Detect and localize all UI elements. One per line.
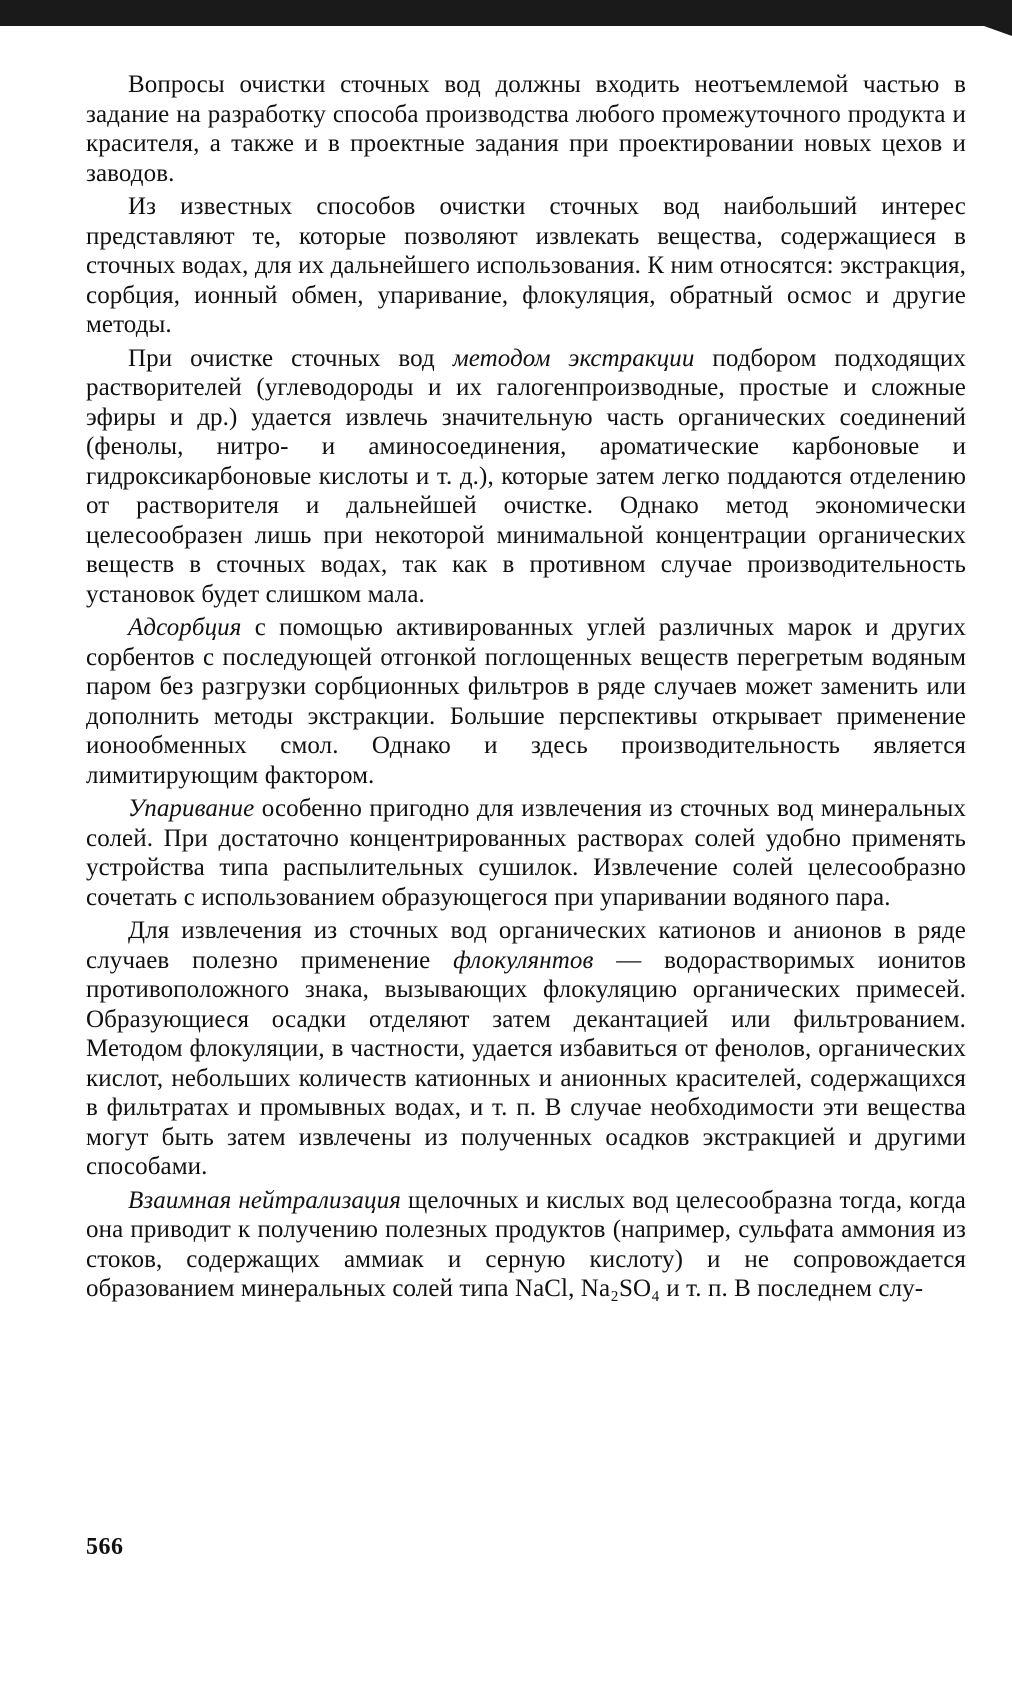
paragraph-2 — [86, 192, 966, 340]
term-flocculants: флокулянтов — [453, 946, 594, 974]
paragraph-adsorption — [86, 613, 966, 790]
paragraph-1-text: Вопросы очистки сточных вод должны входить неотъемлемой частью в задание на разработку способа производства любого промежуточного продукта и красителя, а также и в проектные задания при проектировании новых цехов и заводов. — [86, 71, 966, 187]
paragraph-1 — [86, 70, 966, 188]
page-body — [86, 70, 966, 1308]
paragraph-flocculation — [86, 916, 966, 1182]
paragraph-7-text: щелочных и кислых вод целесообразна тогда, когда она приводит к получению полезных продуктов (например, сульфата аммония из стоков, содержащих аммиак и серную кислоту) и не сопровождается образованием минеральных солей типа NaCl, Na₂SO₄ и т. п. В последнем слу- — [86, 1186, 966, 1302]
paragraph-4-text: с помощью активированных углей различных марок и других сорбентов с последующей отгонкой поглощенных веществ перегретым водяным паром без разгрузки сорбционных фильтров в ряде случаев может заменить или дополнить методы экстракции. Большие перспективы открывает применение ионообменных смол. Однако и здесь производительность является лимитирующим фактором. — [86, 614, 966, 789]
paragraph-neutralization — [86, 1186, 966, 1304]
paragraph-6-text-b: — водорастворимых ионитов противоположного знака, вызывающих флокуляцию органических примесей. Образующиеся осадки отделяют затем декантацией или фильтрованием. Методом флокуляции, в частности, удается избавиться от фенолов, органических кислот, небольших количеств катионных и анионных красителей, содержащихся в фильтратах и промывных водах, и т. п. В случае необходимости эти вещества могут быть затем извлечены из полученных осадков экстракцией и другими способами. — [86, 946, 966, 1180]
page-number: 566 — [86, 1534, 124, 1560]
paragraph-3-text-a: При очистке сточных вод — [128, 344, 453, 372]
scan-top-border — [0, 0, 1012, 26]
term-adsorption: Адсорбция — [128, 614, 242, 641]
paragraph-3-text-b: подбором подходящих растворителей (углеводороды и их галогенпроизводные, простые и сложные эфиры и др.) удается извлечь значительную часть органических соединений (фенолы, нитро- и аминосоединения, ароматические карбоновые и гидроксикарбоновые кислоты и т. д.), которые затем легко поддаются отделению от растворителя и дальнейшей очистке. Однако метод экономически целесообразен лишь при некоторой минимальной концентрации органических веществ в сточных водах, так как в противном случае производительность установок будет слишком мала. — [86, 344, 966, 608]
paragraph-extraction — [86, 344, 966, 610]
paragraph-evaporation — [86, 794, 966, 912]
term-mutual-neutralization: Взаимная нейтрализация — [128, 1186, 401, 1214]
paragraph-5-text: особенно пригодно для извлечения из сточных вод минеральных солей. При достаточно концентрированных растворах солей удобно применять устройства типа распылительных сушилок. Извлечение солей целесообразно сочетать с использованием образующегося при упаривании водяного пара. — [86, 795, 966, 911]
paragraph-6-text-a: Для извлечения из сточных вод органических катионов и анионов в ряде случаев полезно применение — [86, 917, 966, 974]
term-extraction-method: методом экстракции — [452, 344, 695, 372]
paragraph-2-text: Из известных способов очистки сточных вод наибольший интерес представляют те, которые позволяют извлекать вещества, содержащиеся в сточных водах, для их дальнейшего использования. К ним относятся: экстракция, сорбция, ионный обмен, упаривание, флокуляция, обратный осмос и другие методы. — [86, 193, 966, 338]
term-evaporation: Упаривание — [128, 795, 255, 822]
